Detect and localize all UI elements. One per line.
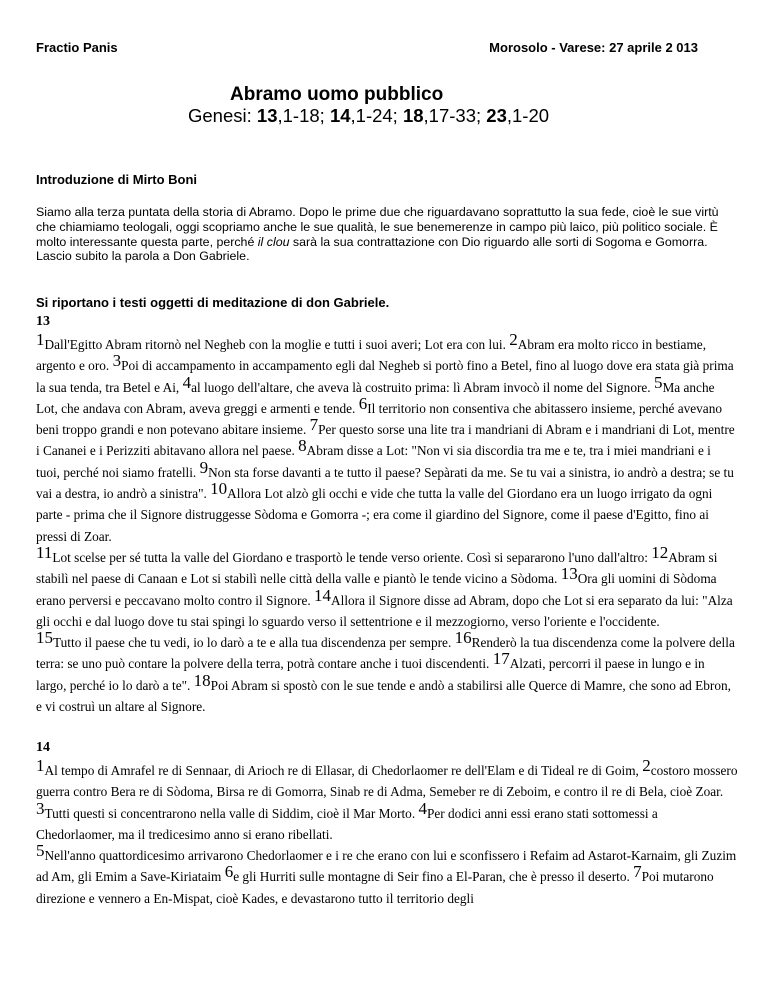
verse-number: 3 bbox=[36, 798, 45, 818]
verse-number: 10 bbox=[210, 479, 228, 499]
verse-text: Ma anche Lot, che andava con Abram, aveva greggi e armenti e tende. bbox=[36, 379, 715, 416]
verse-number: 4 bbox=[418, 798, 427, 818]
verse-text: Abram si stabilì nel paese di Canaan e Lot si stabilì nelle città della valle e piantò le tende vicino a Sòdoma. bbox=[36, 549, 718, 587]
verse-number: 3 bbox=[112, 351, 122, 371]
verse-number: 1 bbox=[36, 330, 45, 349]
verse-text: Abram disse a Lot: "Non vi sia discordia tra me e te, tra i miei mandriani e i tuoi, perché noi siamo fratelli. bbox=[36, 443, 711, 480]
verse-text: Poi di accampamento in accampamento egli dal Negheb si portò fino a Betel, fino al luogo dove era stata già prima la sua tenda, tra Betel e Ai, bbox=[36, 358, 734, 395]
chapter-verses bbox=[36, 330, 738, 717]
verse-number: 15 bbox=[36, 628, 53, 648]
document-title: Abramo uomo pubblico bbox=[230, 84, 444, 105]
verse-number: 11 bbox=[36, 542, 53, 562]
verse-number: 5 bbox=[653, 372, 663, 392]
verse-number: 7 bbox=[633, 862, 642, 882]
verse-number: 9 bbox=[199, 457, 209, 477]
ref-chapter: 23 bbox=[486, 105, 507, 126]
verse-number: 4 bbox=[182, 372, 192, 392]
verse-number: 5 bbox=[36, 841, 45, 861]
ref-chapter: 18 bbox=[402, 105, 424, 126]
document-subtitle bbox=[188, 105, 549, 127]
verse-number: 14 bbox=[314, 585, 332, 605]
chapter-number: 13 bbox=[36, 314, 50, 329]
ref-range: ,1-20 bbox=[506, 105, 550, 126]
verse-text: al luogo dell'altare, che aveva là costruito prima: lì Abram invocò il nome del Signore. bbox=[191, 379, 654, 395]
ref-range: ,1-24; bbox=[350, 105, 403, 126]
verse-number: 2 bbox=[509, 330, 518, 349]
verse-text: Ora gli uomini di Sòdoma erano perversi e peccavano molto contro il Signore. bbox=[36, 571, 717, 608]
verse-text: Il territorio non consentiva che abitassero insieme, perché avevano beni troppo grandi e non potevano abitare insieme. bbox=[36, 400, 723, 438]
ref-range: ,17-33; bbox=[423, 105, 487, 126]
verse-text: Poi mutarono direzione e vennero a En-Mispat, cioè Kades, e devastarono tutto il territorio degli bbox=[36, 869, 714, 906]
subtitle-prefix: Genesi: bbox=[188, 105, 257, 126]
verse-number: 16 bbox=[454, 628, 472, 648]
verse-text: Tutti questi si concentrarono nella valle di Siddim, cioè il Mar Morto. bbox=[44, 805, 419, 821]
verse-text: Allora Lot alzò gli occhi e vide che tutta la valle del Giordano era un luogo irrigato da ogni parte - prima che il Signore distruggesse Sòdoma e Gomorra -; era come il giardino del Signore, come il paese d'Egitto, fino ai pressi di Zoar. bbox=[36, 486, 713, 544]
header-right: Morosolo - Varese: 27 aprile 2 013 bbox=[489, 40, 698, 55]
texts-heading: Si riportano i testi oggetti di meditazione di don Gabriele. bbox=[36, 295, 390, 310]
verse-number: 6 bbox=[358, 393, 368, 413]
verse-number: 1 bbox=[36, 756, 45, 775]
verse-number: 17 bbox=[492, 649, 510, 669]
intro-heading: Introduzione di Mirto Boni bbox=[36, 172, 198, 187]
verse-text: Per questo sorse una lite tra i mandriani di Abram e i mandriani di Lot, mentre i Cananei e i Perizziti abitavano allora nel paese. bbox=[36, 422, 735, 459]
verse-text: Per dodici anni essi erano stati sottomessi a Chedorlaomer, ma il tredicesimo anno si erano ribellati. bbox=[36, 805, 658, 842]
verse-number: 7 bbox=[309, 415, 319, 435]
verse-text: e gli Hurriti sulle montagne di Seir fino a El-Paran, che è presso il deserto. bbox=[233, 869, 634, 885]
header-left: Fractio Panis bbox=[36, 40, 118, 55]
chapter-verses bbox=[36, 756, 738, 909]
verse-number: 18 bbox=[193, 670, 211, 690]
verse-number: 2 bbox=[642, 756, 651, 775]
intro-text-before: Siamo alla terza puntata della storia di Abramo. Dopo le prime due che riguardavano soprattutto la sua fede, cioè le sue virtù che chiamiamo teologali, oggi scopriamo anche le sue qualità, le sue benemerenze in campo più laico, più politico sociale. È molto interessante questa parte, perché bbox=[36, 205, 719, 249]
verse-number: 13 bbox=[560, 564, 578, 584]
chapter-number: 14 bbox=[36, 740, 50, 755]
ref-chapter: 13 bbox=[256, 105, 278, 126]
verse-number: 8 bbox=[298, 436, 307, 456]
intro-text-italic: il clou bbox=[257, 234, 290, 249]
ref-chapter: 14 bbox=[329, 105, 351, 126]
verse-text: Poi Abram si spostò con le sue tende e andò a stabilirsi alle Querce di Mamre, che sono ad Ebron, e vi costruì un altare al Signore. bbox=[36, 677, 731, 715]
intro-paragraph bbox=[36, 205, 736, 264]
verse-text: Tutto il paese che tu vedi, io lo darò a te e alla tua discendenza per sempre. bbox=[53, 635, 455, 651]
verse-number: 12 bbox=[651, 542, 669, 562]
verse-text: Alzati, percorri il paese in lungo e in largo, perché io lo darò a te". bbox=[36, 656, 705, 693]
verse-text: Dall'Egitto Abram ritornò nel Negheb con la moglie e tutti i suoi averi; Lot era con lui. bbox=[44, 337, 510, 352]
verse-text: Lot scelse per sé tutta la valle del Giordano e trasportò le tende verso oriente. Così si separarono l'uno dall'altro: bbox=[52, 549, 652, 565]
verse-text: costoro mossero guerra contro Bera re di Sòdoma, Birsa re di Gomorra, Sinab re di Adma, Semeber re di Zeboim, e contro il re di Bela, cioè Zoar. bbox=[36, 763, 738, 800]
ref-range: ,1-18; bbox=[277, 105, 330, 126]
verse-text: Allora il Signore disse ad Abram, dopo che Lot si era separato da lui: "Alza gli occhi e dal luogo dove tu stai spingi lo sguardo verso il settentrione e il mezzogiorno, verso l'oriente e l'occidente. bbox=[36, 592, 733, 629]
intro-text-after: sarà la sua contrattazione con Dio riguardo alle sorti di Sogoma e Gomorra. Lascio subito la parola a Don Gabriele. bbox=[36, 234, 708, 264]
verse-text: Abram era molto ricco in bestiame, argento e oro. bbox=[36, 337, 707, 374]
verse-text: Nell'anno quattordicesimo arrivarono Chedorlaomer e i re che erano con lui e sconfissero i Refaim ad Astarot-Karnaim, gli Zuzim ad Am, gli Emim a Save-Kiriataim bbox=[36, 848, 737, 885]
verse-text: Al tempo di Amrafel re di Sennaar, di Arioch re di Ellasar, di Chedorlaomer re dell'Elam e di Tideal re di Goim, bbox=[44, 763, 643, 778]
verse-text: Renderò la tua discendenza come la polvere della terra: se uno può contare la polvere della terra, potrà contare anche i tuoi discendenti. bbox=[36, 635, 735, 672]
verse-text: Non sta forse davanti a te tutto il paese? Sepàrati da me. Se tu vai a sinistra, io andrò a destra; se tu vai a destra, io andrò a sinistra". bbox=[36, 464, 734, 502]
verse-number: 6 bbox=[224, 862, 234, 882]
